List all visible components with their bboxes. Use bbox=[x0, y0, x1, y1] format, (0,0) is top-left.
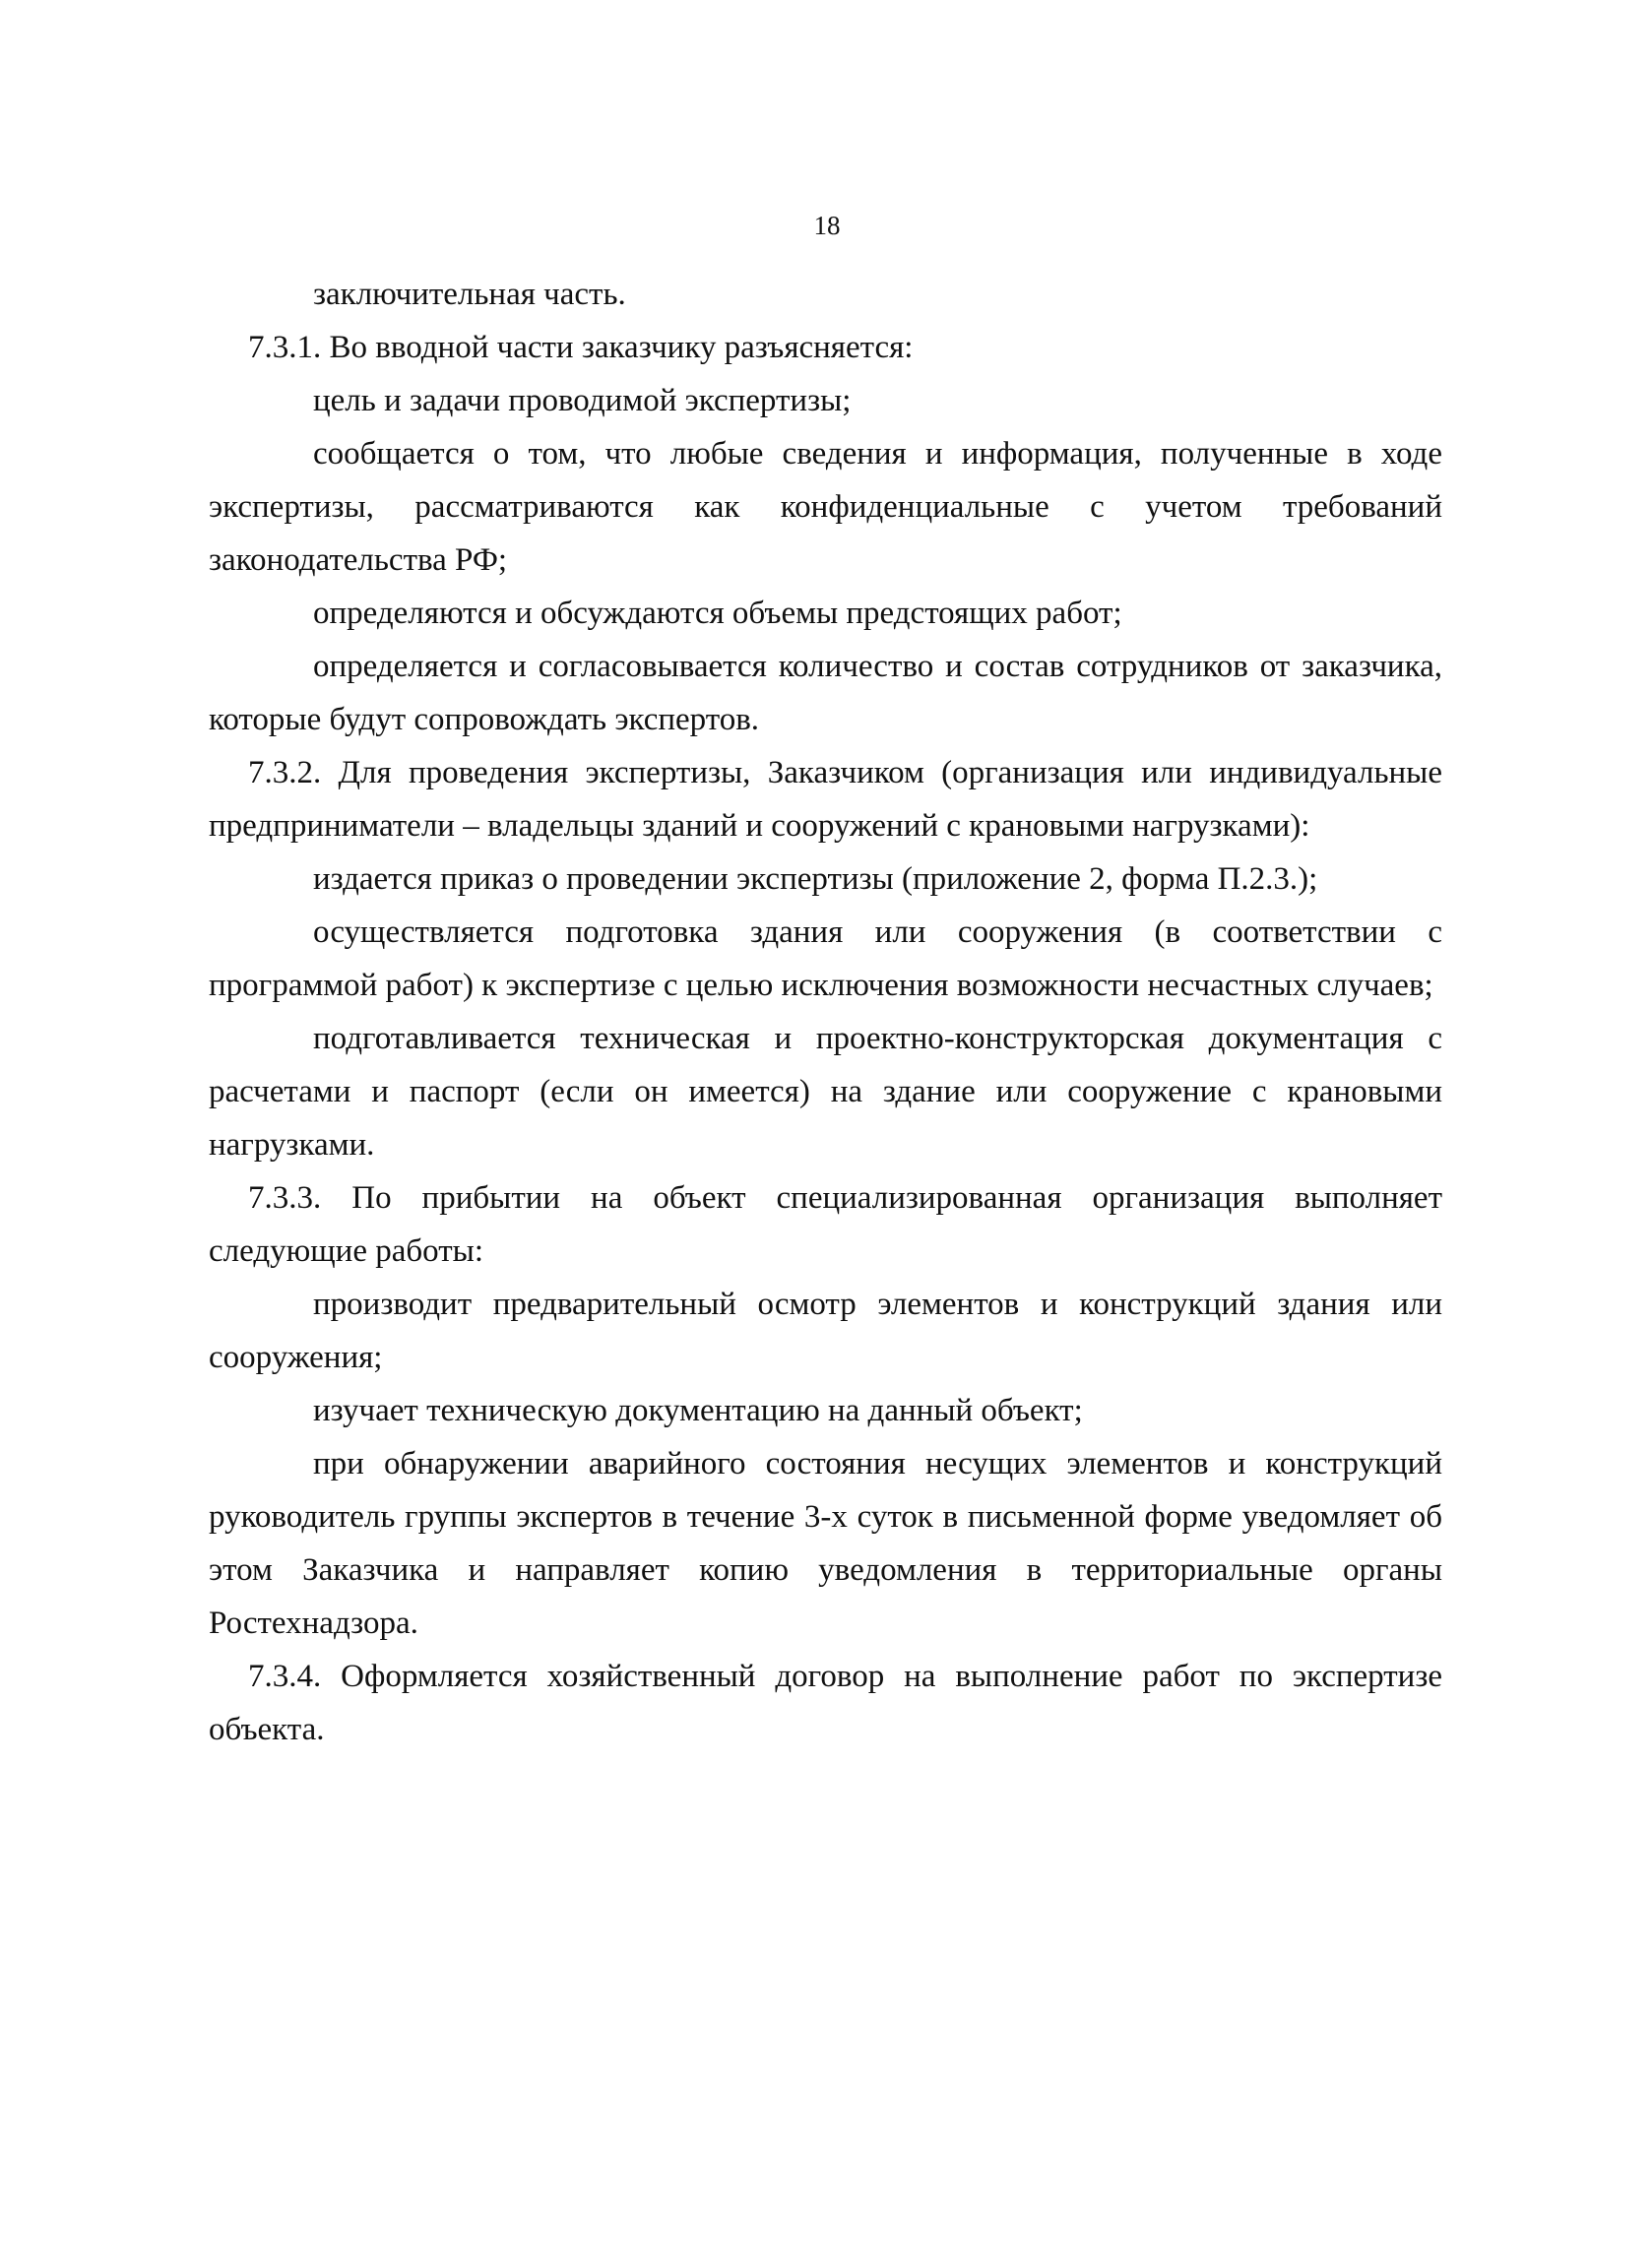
list-item-scope: определяются и обсуждаются объемы предстоящих работ; bbox=[313, 596, 1122, 631]
clause-7-3-1: 7.3.1. Во вводной части заказчику разъясняется: bbox=[248, 330, 914, 365]
paragraph-conclusion: заключительная часть. bbox=[313, 277, 626, 312]
clause-7-3-4: 7.3.4. Оформляется хозяйственный договор на выполнение работ по экспертизе объекта. bbox=[209, 1659, 1442, 1747]
list-item-inspection: производит предварительный осмотр элементов и конструкций здания или сооружения; bbox=[209, 1287, 1442, 1375]
clause-7-3-2: 7.3.2. Для проведения экспертизы, Заказчиком (организация или индивидуальные предприниматели – владельцы зданий и сооружений с крановыми нагрузками): bbox=[209, 755, 1442, 844]
document-body bbox=[209, 268, 1442, 1756]
list-item-order: издается приказ о проведении экспертизы (приложение 2, форма П.2.3.); bbox=[313, 861, 1318, 897]
list-item-confidentiality: сообщается о том, что любые сведения и информация, полученные в ходе экспертизы, рассматриваются как конфиденциальные с учетом требований законодательства РФ; bbox=[209, 436, 1442, 578]
list-item-documentation: подготавливается техническая и проектно-конструкторская документация с расчетами и паспорт (если он имеется) на здание или сооружение с крановыми нагрузками. bbox=[209, 1021, 1442, 1163]
page-number: 18 bbox=[813, 211, 841, 240]
clause-7-3-3: 7.3.3. По прибытии на объект специализированная организация выполняет следующие работы: bbox=[209, 1180, 1442, 1269]
list-item-staff: определяется и согласовывается количество и состав сотрудников от заказчика, которые будут сопровождать экспертов. bbox=[209, 649, 1442, 737]
list-item-goal: цель и задачи проводимой экспертизы; bbox=[313, 383, 852, 418]
list-item-emergency: при обнаружении аварийного состояния несущих элементов и конструкций руководитель группы экспертов в течение 3-х суток в письменной форме уведомляет об этом Заказчика и направляет копию уведомления в территориальные органы Ростехнадзора. bbox=[209, 1446, 1442, 1641]
list-item-preparation: осуществляется подготовка здания или сооружения (в соответствии с программой работ) к экспертизе с целью исключения возможности несчастных случаев; bbox=[209, 914, 1442, 1003]
list-item-study-docs: изучает техническую документацию на данный объект; bbox=[313, 1393, 1083, 1428]
